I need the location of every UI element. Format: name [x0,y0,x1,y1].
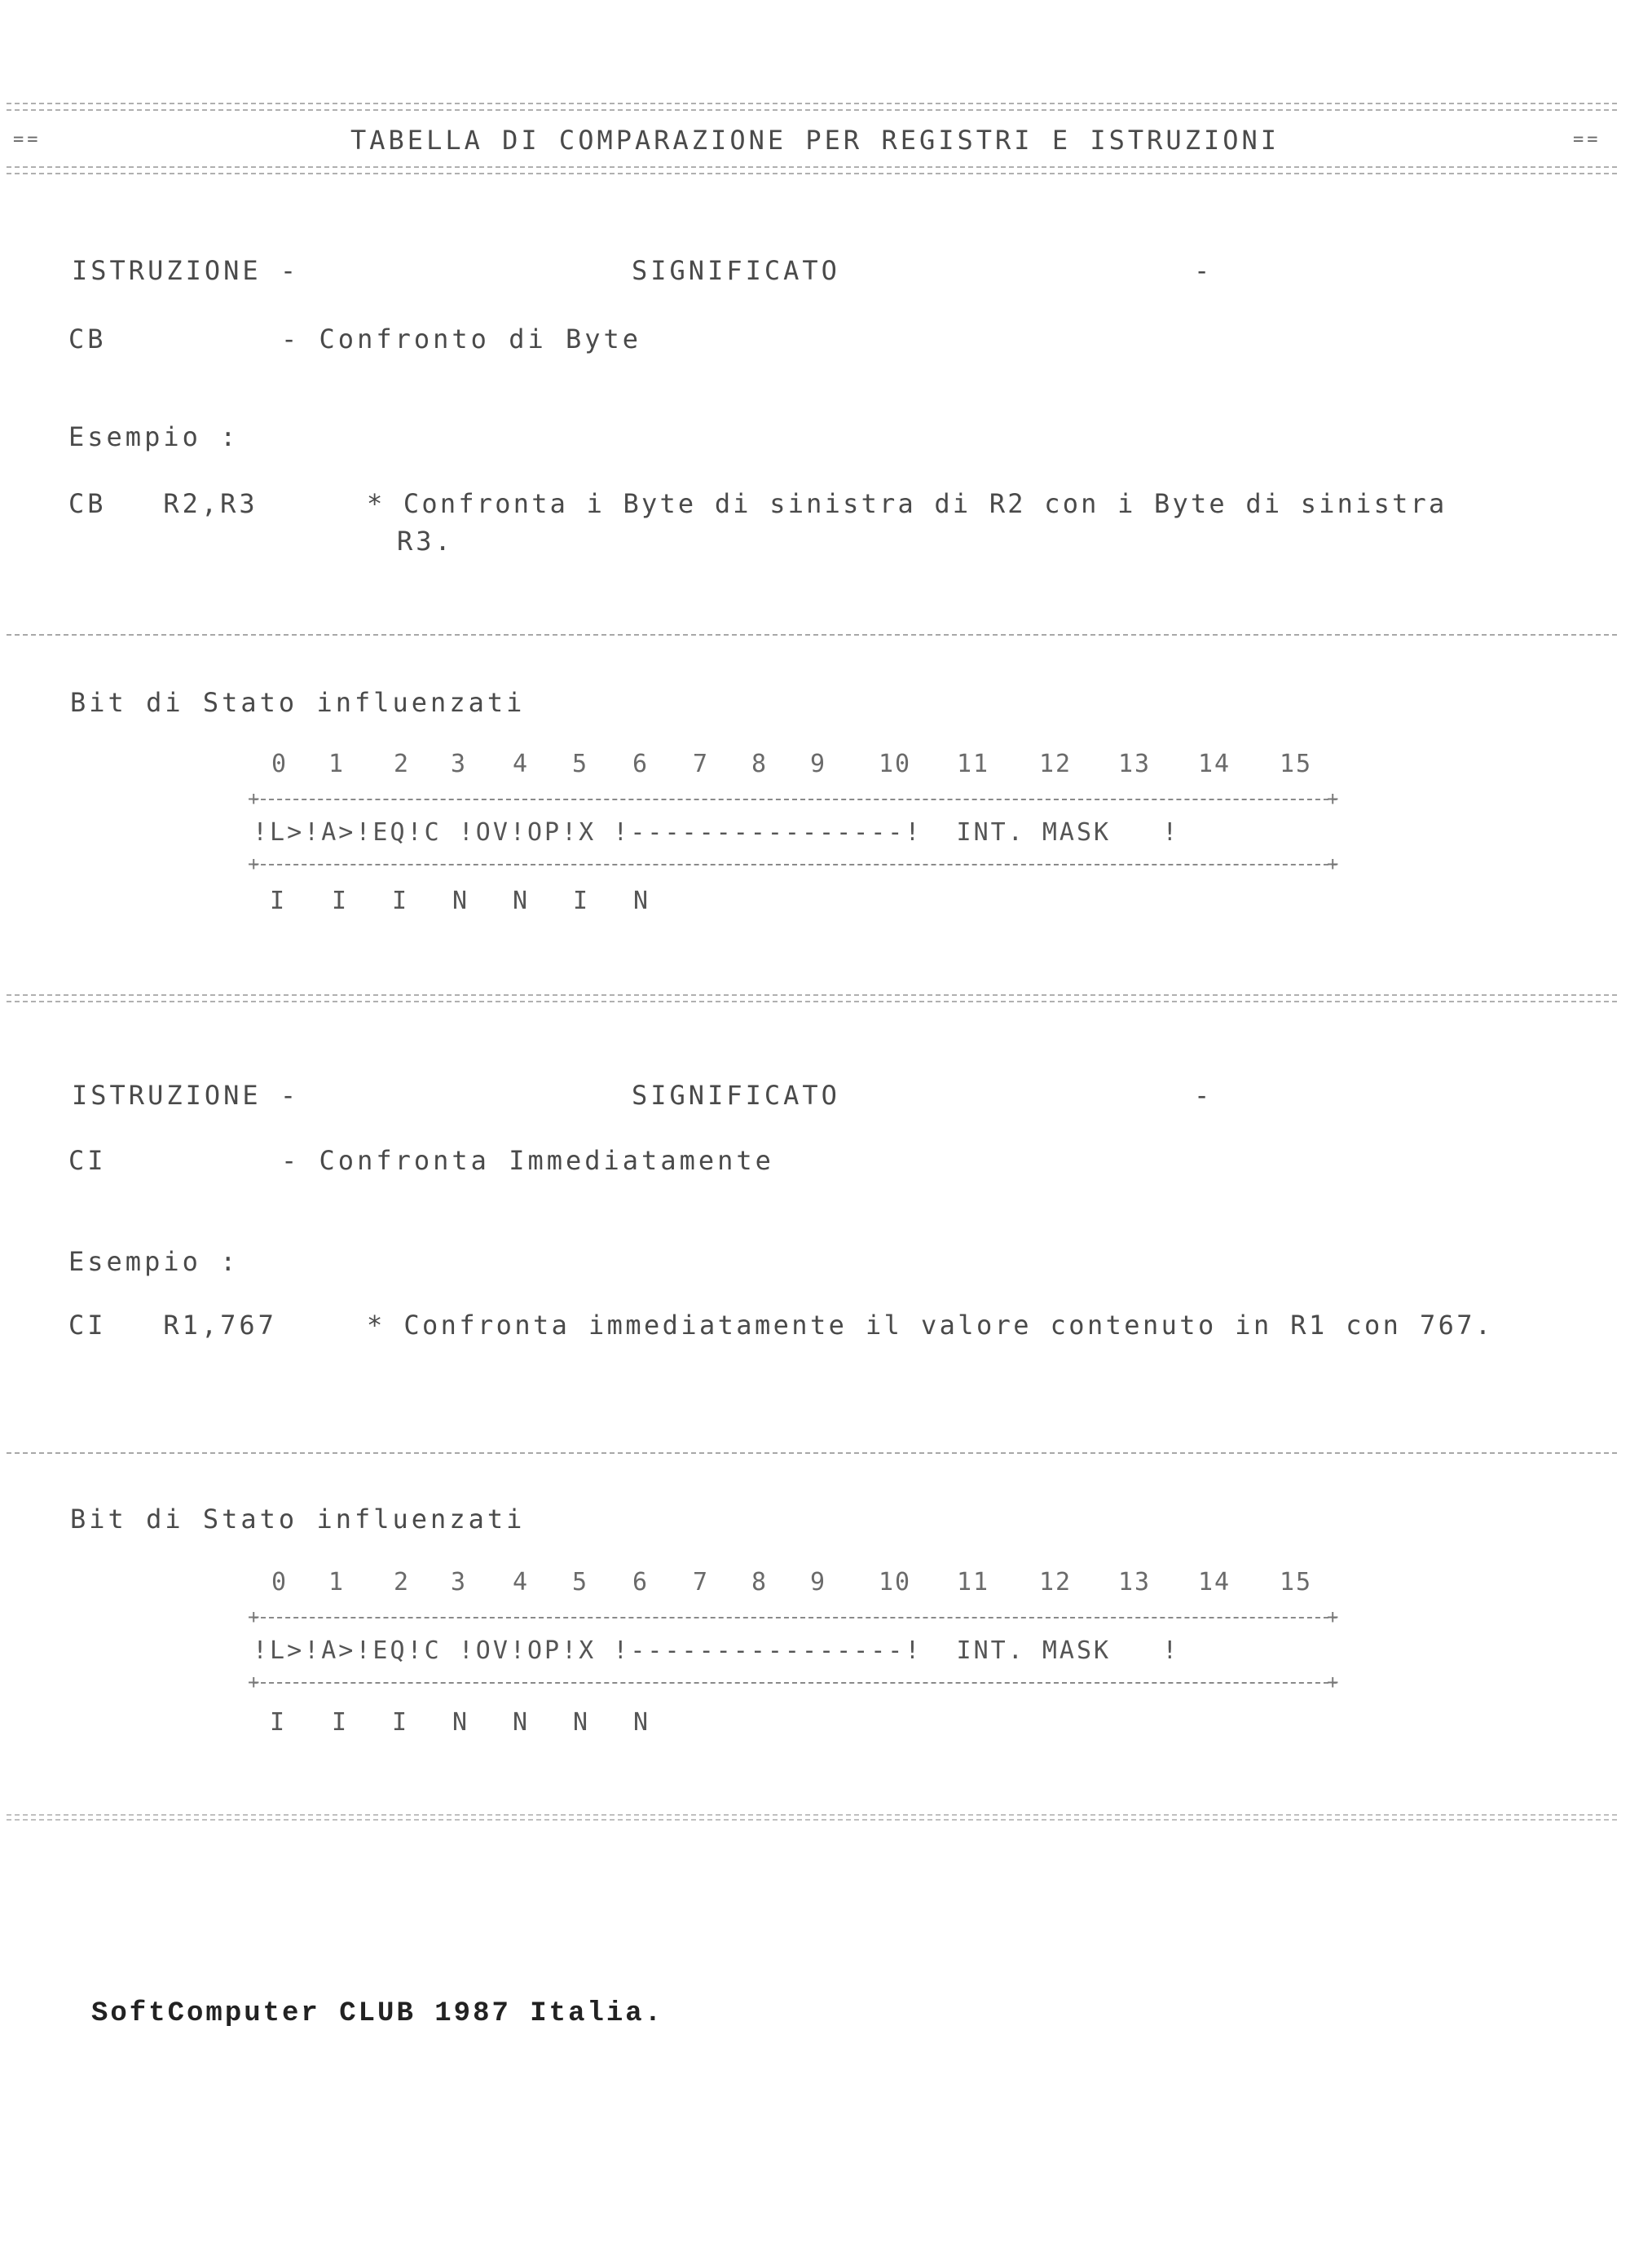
bit-number: 12 [1038,1568,1073,1596]
register-corner: + [248,1671,260,1693]
flag-value: I [572,887,588,915]
column-heading-instruction: ISTRUZIONE - [72,1080,300,1111]
bit-number: 15 [1279,750,1313,778]
footer-credit: SoftComputer CLUB 1987 Italia. [91,1998,664,2029]
instruction-mnemonic: CI [68,1145,107,1176]
register-bottom-border [253,1682,1337,1684]
bit-number: 15 [1279,1568,1313,1596]
column-heading-dash: - [1194,255,1214,286]
header-left-mark: == [13,130,42,150]
header-bottom-rule [7,166,1617,174]
flag-value: N [572,1708,588,1737]
column-heading-meaning: SIGNIFICATO [632,255,840,286]
example-comment-line2: R3. [397,526,454,557]
column-heading-meaning: SIGNIFICATO [632,1080,840,1111]
flag-value: I [391,1708,408,1737]
flag-value: I [331,1708,347,1737]
bit-number: 6 [632,750,650,778]
bit-number: 5 [571,1568,589,1596]
register-corner: + [1327,1605,1339,1628]
example-comment-line1: * Confronta i Byte di sinistra di R2 con i Byte di sinistra [367,488,1447,519]
example-comment-line1: * Confronta immediatamente il valore contenuto in R1 con 767. [367,1310,1494,1341]
bit-number: 13 [1117,1568,1152,1596]
bit-number: 4 [512,750,530,778]
instruction-meaning: - Confronto di Byte [281,324,642,355]
bit-number: 0 [271,750,289,778]
affected-flags-row [253,887,905,919]
bit-number: 2 [393,750,411,778]
status-bits-label: Bit di Stato influenzati [70,1504,526,1535]
bit-number: 10 [878,1568,912,1596]
register-corner: + [1327,787,1339,810]
example-label: Esempio : [68,1246,240,1277]
instruction-mnemonic: CB [68,324,107,355]
bit-number: 10 [878,750,912,778]
bit-number: 2 [393,1568,411,1596]
bit-number: 14 [1197,1568,1231,1596]
bit-number: 4 [512,1568,530,1596]
bit-number: 14 [1197,750,1231,778]
header-right-mark: == [1573,130,1601,150]
section-divider [7,1452,1617,1454]
bit-number: 0 [271,1568,289,1596]
flag-value: I [331,887,347,915]
flag-value: N [452,1708,468,1737]
example-code: CI R1,767 [68,1310,277,1341]
register-corner: + [248,1605,260,1628]
column-heading-dash: - [1194,1080,1214,1111]
bit-number: 8 [751,1568,769,1596]
closing-rule [7,1814,1617,1821]
example-label: Esempio : [68,421,240,452]
status-bits-label: Bit di Stato influenzati [70,687,526,718]
bit-number: 9 [809,1568,827,1596]
bit-number-row [253,1568,1337,1601]
register-corner: + [1327,852,1339,875]
instruction-meaning: - Confronta Immediatamente [281,1145,774,1176]
register-top-border [253,799,1337,800]
register-fields-row: !L>!A>!EQ!C !OV!OP!X !----------------! INT. MASK ! [253,818,1180,847]
bit-number: 7 [692,750,710,778]
section-separator [7,994,1617,1002]
bit-number: 9 [809,750,827,778]
register-corner: + [248,852,260,875]
bit-number: 1 [328,750,346,778]
flag-value: I [269,887,285,915]
example-code: CB R2,R3 [68,488,258,519]
flag-value: N [632,1708,649,1737]
flag-value: I [391,887,408,915]
flag-value: N [512,887,528,915]
header-top-rule [7,103,1617,111]
bit-number: 5 [571,750,589,778]
affected-flags-row [253,1708,905,1741]
bit-number: 3 [450,1568,468,1596]
flag-value: N [512,1708,528,1737]
register-corner: + [248,787,260,810]
bit-number: 12 [1038,750,1073,778]
bit-number: 11 [956,1568,990,1596]
bit-number: 6 [632,1568,650,1596]
register-fields-row: !L>!A>!EQ!C !OV!OP!X !----------------! INT. MASK ! [253,1636,1180,1665]
flag-value: I [269,1708,285,1737]
column-heading-instruction: ISTRUZIONE - [72,255,300,286]
flag-value: N [452,887,468,915]
register-top-border [253,1617,1337,1618]
page-title: TABELLA DI COMPARAZIONE PER REGISTRI E ISTRUZIONI [350,125,1280,156]
bit-number: 8 [751,750,769,778]
section-divider [7,634,1617,636]
flag-value: N [632,887,649,915]
bit-number: 1 [328,1568,346,1596]
bit-number-row [253,750,1337,782]
bit-number: 3 [450,750,468,778]
register-corner: + [1327,1671,1339,1693]
register-bottom-border [253,864,1337,865]
bit-number: 11 [956,750,990,778]
bit-number: 13 [1117,750,1152,778]
bit-number: 7 [692,1568,710,1596]
